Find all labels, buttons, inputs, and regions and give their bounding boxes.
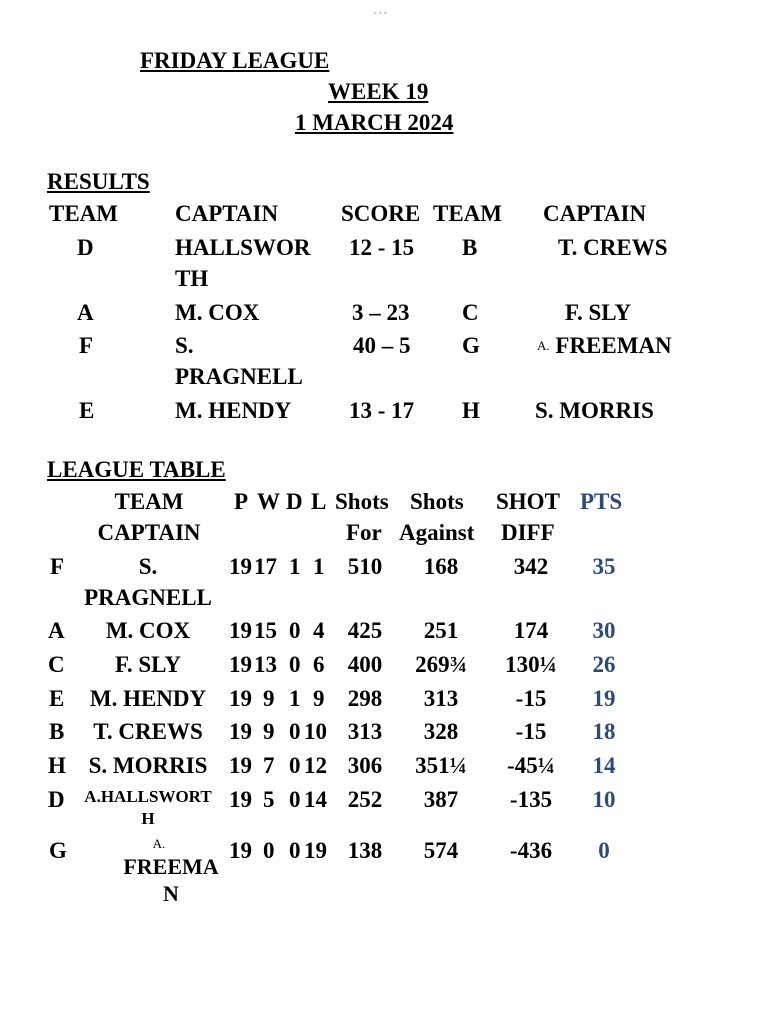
row-played: 19 [229, 787, 252, 812]
row-team: E [49, 686, 65, 711]
row-shots-against: 328 [423, 719, 459, 744]
row-team: H [48, 753, 66, 778]
row-lost: 6 [313, 652, 325, 677]
th-lost: L [311, 489, 327, 514]
row-captain-cont: N [163, 881, 179, 906]
row-lost: 12 [304, 753, 327, 778]
row-shots-for: 425 [347, 618, 383, 643]
row-points: 30 [592, 618, 616, 643]
row-captain-cont: H [141, 809, 155, 828]
result-score: 12 - 15 [349, 235, 415, 260]
th-shots-for-2: For [346, 520, 382, 545]
captain-surname: FREEMAN [555, 333, 672, 358]
row-played: 19 [229, 838, 252, 863]
week-label: WEEK 19 [328, 79, 429, 104]
row-team: D [48, 787, 65, 812]
row-won: 13 [254, 652, 277, 677]
row-played: 19 [229, 719, 252, 744]
row-shots-for: 510 [347, 554, 383, 579]
result-score: 13 - 17 [349, 398, 415, 423]
row-points: 10 [592, 787, 616, 812]
row-captain-initial: A. [152, 836, 166, 851]
result-captain2: T. CREWS [558, 235, 668, 260]
results-col-captain2: CAPTAIN [543, 201, 647, 226]
row-shot-diff: 342 [513, 554, 549, 579]
results-col-team2: TEAM [433, 201, 502, 226]
row-drawn: 1 [289, 554, 301, 579]
th-shot-diff: SHOT [496, 489, 560, 514]
row-lost: 10 [304, 719, 327, 744]
row-captain: T. CREWS [93, 719, 203, 744]
row-points: 18 [592, 719, 616, 744]
league-title: FRIDAY LEAGUE [140, 48, 330, 73]
row-drawn: 1 [289, 686, 301, 711]
row-won: 9 [263, 719, 275, 744]
row-lost: 14 [304, 787, 327, 812]
row-drawn: 0 [289, 787, 301, 812]
th-shots-against-2: Against [399, 520, 475, 545]
result-team1: D [77, 235, 94, 260]
row-won: 9 [263, 686, 275, 711]
row-shots-for: 298 [347, 686, 383, 711]
window-grabber-dots: ••• [373, 6, 389, 20]
row-shots-for: 313 [347, 719, 383, 744]
row-shot-diff: 174 [513, 618, 549, 643]
row-shots-against: 251 [423, 618, 459, 643]
row-played: 19 [229, 686, 252, 711]
result-captain2 [537, 330, 672, 361]
result-team2: C [462, 300, 479, 325]
row-shot-diff: -15 [515, 686, 547, 711]
row-team: A [48, 618, 65, 643]
row-shot-diff: 130¼ [505, 652, 557, 677]
row-captain: S. [138, 554, 158, 579]
row-points: 19 [592, 686, 616, 711]
row-lost: 9 [313, 686, 325, 711]
result-team2: G [462, 333, 480, 358]
row-shot-diff: -45¼ [507, 753, 555, 778]
row-points: 35 [592, 554, 616, 579]
result-team2: B [462, 235, 478, 260]
row-team: G [49, 838, 67, 863]
row-shot-diff: -135 [509, 787, 553, 812]
row-captain-cont: PRAGNELL [84, 585, 212, 610]
row-team: C [48, 652, 65, 677]
row-drawn: 0 [289, 838, 301, 863]
results-col-captain1: CAPTAIN [175, 201, 279, 226]
row-lost: 19 [304, 838, 327, 863]
row-points: 0 [598, 838, 610, 863]
row-lost: 1 [313, 554, 325, 579]
result-team2: H [462, 398, 480, 423]
row-drawn: 0 [289, 618, 301, 643]
row-drawn: 0 [289, 652, 301, 677]
row-captain: FREEMA [123, 854, 219, 879]
row-shots-for: 138 [347, 838, 383, 863]
row-captain: M. COX [105, 618, 191, 643]
row-team: F [50, 554, 65, 579]
result-score: 40 – 5 [353, 333, 411, 358]
row-won: 7 [263, 753, 275, 778]
result-captain2: S. MORRIS [535, 398, 654, 423]
result-captain1: M. HENDY [175, 398, 292, 423]
row-shots-against: 168 [423, 554, 459, 579]
row-captain: M. HENDY [89, 686, 207, 711]
row-played: 19 [229, 753, 252, 778]
results-heading: RESULTS [47, 169, 150, 194]
th-played: P [234, 489, 249, 514]
row-played: 19 [229, 618, 252, 643]
result-captain1: M. COX [175, 300, 260, 325]
row-captain: A.HALLSWORT [84, 787, 212, 806]
row-shots-for: 306 [347, 753, 383, 778]
row-drawn: 0 [289, 753, 301, 778]
result-team1: A [77, 300, 94, 325]
row-played: 19 [229, 652, 252, 677]
row-points: 14 [592, 753, 616, 778]
result-score: 3 – 23 [352, 300, 410, 325]
row-shots-against: 269¾ [415, 652, 467, 677]
result-captain1-cont: PRAGNELL [175, 364, 303, 389]
result-captain1: S. [175, 333, 194, 358]
row-won: 5 [263, 787, 275, 812]
result-captain2: F. SLY [565, 300, 632, 325]
row-shots-against: 574 [423, 838, 459, 863]
th-shots-against: Shots [410, 489, 464, 514]
row-shots-against: 313 [423, 686, 459, 711]
row-shots-for: 252 [347, 787, 383, 812]
row-team: B [49, 719, 65, 744]
result-captain1: HALLSWOR [175, 235, 311, 260]
row-drawn: 0 [289, 719, 301, 744]
th-shot-diff-2: DIFF [501, 520, 555, 545]
th-captain: CAPTAIN [97, 520, 201, 545]
row-shot-diff: -436 [509, 838, 553, 863]
result-team1: E [79, 398, 95, 423]
result-captain1-cont: TH [175, 266, 209, 291]
row-shots-against: 387 [423, 787, 459, 812]
th-shots-for: Shots [335, 489, 389, 514]
result-team1: F [79, 333, 94, 358]
row-won: 15 [254, 618, 277, 643]
th-won: W [257, 489, 280, 514]
th-team: TEAM [114, 489, 184, 514]
results-col-score: SCORE [341, 201, 421, 226]
row-points: 26 [592, 652, 616, 677]
row-won: 0 [263, 838, 275, 863]
row-captain: S. MORRIS [88, 753, 208, 778]
captain-initial: A. [537, 338, 550, 353]
row-captain: F. SLY [114, 652, 182, 677]
row-shots-for: 400 [347, 652, 383, 677]
row-shot-diff: -15 [515, 719, 547, 744]
date-label: 1 MARCH 2024 [295, 110, 454, 135]
row-shots-against: 351¼ [415, 753, 467, 778]
row-lost: 4 [313, 618, 325, 643]
results-col-team1: TEAM [49, 201, 118, 226]
th-points: PTS [580, 489, 623, 514]
th-drawn: D [286, 489, 303, 514]
row-won: 17 [254, 554, 277, 579]
row-played: 19 [229, 554, 252, 579]
league-table-heading: LEAGUE TABLE [47, 457, 226, 482]
